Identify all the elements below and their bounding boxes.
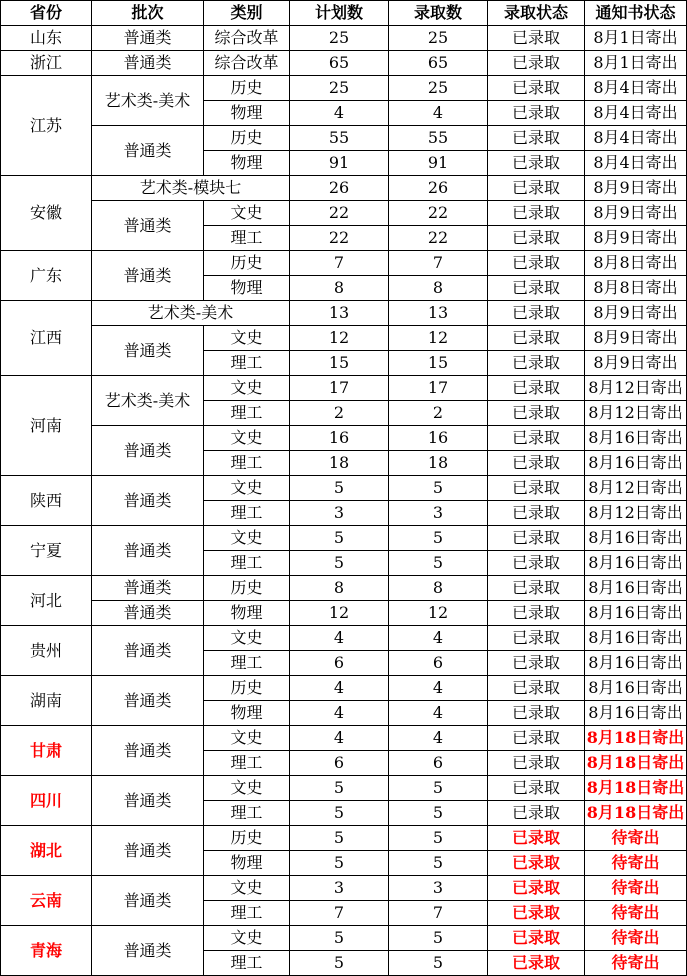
notice-cell: 待寄出 (585, 851, 687, 876)
batch-cell: 普通类 (92, 776, 204, 826)
batch-cell: 普通类 (92, 426, 204, 476)
status-cell: 已录取 (488, 176, 585, 201)
batch-cell: 普通类 (92, 601, 204, 626)
notice-cell: 8月4日寄出 (585, 101, 687, 126)
header-plan-count: 计划数 (290, 1, 389, 26)
plan-cell: 5 (290, 776, 389, 801)
plan-cell: 5 (290, 926, 389, 951)
plan-cell: 4 (290, 701, 389, 726)
table-row (1, 926, 687, 951)
batch-cell: 普通类 (92, 476, 204, 526)
status-cell: 已录取 (488, 501, 585, 526)
admitted-cell: 12 (389, 326, 488, 351)
table-row (1, 676, 687, 701)
province-cell: 河北 (1, 576, 92, 626)
category-cell: 历史 (204, 251, 290, 276)
batch-cell: 普通类 (92, 876, 204, 926)
status-cell: 已录取 (488, 876, 585, 901)
notice-cell: 8月16日寄出 (585, 601, 687, 626)
notice-cell: 待寄出 (585, 926, 687, 951)
category-cell: 综合改革 (204, 26, 290, 51)
notice-cell: 8月12日寄出 (585, 376, 687, 401)
province-cell: 江西 (1, 301, 92, 376)
table-row (1, 76, 687, 101)
admitted-cell: 5 (389, 551, 488, 576)
category-cell: 文史 (204, 726, 290, 751)
admitted-cell: 5 (389, 926, 488, 951)
admitted-cell: 22 (389, 201, 488, 226)
plan-cell: 55 (290, 126, 389, 151)
plan-cell: 5 (290, 551, 389, 576)
table-row (1, 301, 687, 326)
notice-cell: 待寄出 (585, 901, 687, 926)
plan-cell: 5 (290, 951, 389, 976)
category-cell: 理工 (204, 901, 290, 926)
plan-cell: 26 (290, 176, 389, 201)
province-cell: 广东 (1, 251, 92, 301)
batch-cell: 普通类 (92, 201, 204, 251)
province-cell: 安徽 (1, 176, 92, 251)
category-cell: 物理 (204, 851, 290, 876)
admitted-cell: 7 (389, 901, 488, 926)
status-cell: 已录取 (488, 326, 585, 351)
admitted-cell: 5 (389, 851, 488, 876)
status-cell: 已录取 (488, 476, 585, 501)
category-cell: 理工 (204, 501, 290, 526)
plan-cell: 13 (290, 301, 389, 326)
notice-cell: 8月9日寄出 (585, 176, 687, 201)
province-cell: 宁夏 (1, 526, 92, 576)
table-row (1, 476, 687, 501)
table-row (1, 576, 687, 601)
notice-cell: 8月12日寄出 (585, 476, 687, 501)
province-cell: 浙江 (1, 51, 92, 76)
status-cell: 已录取 (488, 951, 585, 976)
category-cell: 历史 (204, 676, 290, 701)
plan-cell: 12 (290, 601, 389, 626)
notice-cell: 8月16日寄出 (585, 676, 687, 701)
status-cell: 已录取 (488, 551, 585, 576)
admitted-cell: 22 (389, 226, 488, 251)
province-cell: 云南 (1, 876, 92, 926)
admitted-cell: 5 (389, 826, 488, 851)
admitted-cell: 5 (389, 526, 488, 551)
plan-cell: 3 (290, 501, 389, 526)
notice-cell: 8月1日寄出 (585, 51, 687, 76)
admitted-cell: 13 (389, 301, 488, 326)
plan-cell: 8 (290, 576, 389, 601)
plan-cell: 25 (290, 76, 389, 101)
notice-cell: 8月18日寄出 (585, 801, 687, 826)
admitted-cell: 4 (389, 726, 488, 751)
notice-cell: 8月18日寄出 (585, 776, 687, 801)
admitted-cell: 6 (389, 751, 488, 776)
plan-cell: 3 (290, 876, 389, 901)
batch-cell: 普通类 (92, 51, 204, 76)
category-cell: 理工 (204, 951, 290, 976)
category-cell: 文史 (204, 876, 290, 901)
category-cell: 理工 (204, 801, 290, 826)
province-cell: 山东 (1, 26, 92, 51)
header-province: 省份 (1, 1, 92, 26)
category-cell: 综合改革 (204, 51, 290, 76)
admitted-cell: 5 (389, 801, 488, 826)
category-cell: 物理 (204, 276, 290, 301)
category-cell: 理工 (204, 401, 290, 426)
batch-cell: 艺术类-美术 (92, 301, 290, 326)
notice-cell: 8月16日寄出 (585, 626, 687, 651)
category-cell: 历史 (204, 126, 290, 151)
status-cell: 已录取 (488, 201, 585, 226)
notice-cell: 8月16日寄出 (585, 551, 687, 576)
header-notice-status: 通知书状态 (585, 1, 687, 26)
category-cell: 理工 (204, 651, 290, 676)
notice-cell: 8月9日寄出 (585, 351, 687, 376)
status-cell: 已录取 (488, 401, 585, 426)
plan-cell: 5 (290, 476, 389, 501)
plan-cell: 4 (290, 726, 389, 751)
notice-cell: 8月16日寄出 (585, 576, 687, 601)
plan-cell: 91 (290, 151, 389, 176)
admitted-cell: 18 (389, 451, 488, 476)
category-cell: 理工 (204, 551, 290, 576)
batch-cell: 艺术类-美术 (92, 376, 204, 426)
admitted-cell: 8 (389, 576, 488, 601)
batch-cell: 艺术类-模块七 (92, 176, 290, 201)
status-cell: 已录取 (488, 376, 585, 401)
plan-cell: 16 (290, 426, 389, 451)
notice-cell: 8月4日寄出 (585, 76, 687, 101)
table-row (1, 326, 687, 351)
category-cell: 文史 (204, 626, 290, 651)
status-cell: 已录取 (488, 576, 585, 601)
admitted-cell: 16 (389, 426, 488, 451)
admitted-cell: 2 (389, 401, 488, 426)
plan-cell: 25 (290, 26, 389, 51)
plan-cell: 8 (290, 276, 389, 301)
table-row (1, 601, 687, 626)
notice-cell: 待寄出 (585, 951, 687, 976)
status-cell: 已录取 (488, 801, 585, 826)
plan-cell: 17 (290, 376, 389, 401)
admitted-cell: 17 (389, 376, 488, 401)
status-cell: 已录取 (488, 101, 585, 126)
admitted-cell: 65 (389, 51, 488, 76)
table-row (1, 376, 687, 401)
notice-cell: 8月4日寄出 (585, 151, 687, 176)
plan-cell: 2 (290, 401, 389, 426)
batch-cell: 普通类 (92, 626, 204, 676)
status-cell: 已录取 (488, 676, 585, 701)
province-cell: 湖南 (1, 676, 92, 726)
status-cell: 已录取 (488, 776, 585, 801)
table-row (1, 526, 687, 551)
category-cell: 理工 (204, 351, 290, 376)
admitted-cell: 4 (389, 701, 488, 726)
table-row (1, 126, 687, 151)
admitted-cell: 3 (389, 876, 488, 901)
plan-cell: 22 (290, 226, 389, 251)
category-cell: 文史 (204, 476, 290, 501)
header-row (1, 1, 687, 26)
plan-cell: 4 (290, 676, 389, 701)
admitted-cell: 3 (389, 501, 488, 526)
category-cell: 文史 (204, 776, 290, 801)
category-cell: 文史 (204, 426, 290, 451)
status-cell: 已录取 (488, 26, 585, 51)
admitted-cell: 4 (389, 676, 488, 701)
category-cell: 理工 (204, 226, 290, 251)
status-cell: 已录取 (488, 701, 585, 726)
plan-cell: 5 (290, 526, 389, 551)
notice-cell: 8月8日寄出 (585, 276, 687, 301)
admitted-cell: 8 (389, 276, 488, 301)
notice-cell: 8月9日寄出 (585, 226, 687, 251)
notice-cell: 8月9日寄出 (585, 326, 687, 351)
notice-cell: 8月16日寄出 (585, 701, 687, 726)
notice-cell: 8月18日寄出 (585, 751, 687, 776)
status-cell: 已录取 (488, 426, 585, 451)
status-cell: 已录取 (488, 251, 585, 276)
notice-cell: 8月12日寄出 (585, 401, 687, 426)
plan-cell: 6 (290, 751, 389, 776)
admitted-cell: 7 (389, 251, 488, 276)
table-row (1, 201, 687, 226)
notice-cell: 8月16日寄出 (585, 426, 687, 451)
admitted-cell: 5 (389, 951, 488, 976)
status-cell: 已录取 (488, 851, 585, 876)
notice-cell: 待寄出 (585, 826, 687, 851)
admitted-cell: 6 (389, 651, 488, 676)
category-cell: 理工 (204, 751, 290, 776)
province-cell: 江苏 (1, 76, 92, 176)
plan-cell: 5 (290, 851, 389, 876)
notice-cell: 8月1日寄出 (585, 26, 687, 51)
admitted-cell: 25 (389, 76, 488, 101)
batch-cell: 普通类 (92, 576, 204, 601)
status-cell: 已录取 (488, 651, 585, 676)
status-cell: 已录取 (488, 726, 585, 751)
category-cell: 物理 (204, 101, 290, 126)
batch-cell: 普通类 (92, 26, 204, 51)
plan-cell: 18 (290, 451, 389, 476)
header-batch: 批次 (92, 1, 204, 26)
plan-cell: 6 (290, 651, 389, 676)
admitted-cell: 5 (389, 476, 488, 501)
plan-cell: 4 (290, 101, 389, 126)
plan-cell: 15 (290, 351, 389, 376)
notice-cell: 8月16日寄出 (585, 526, 687, 551)
status-cell: 已录取 (488, 51, 585, 76)
admitted-cell: 91 (389, 151, 488, 176)
header-category: 类别 (204, 1, 290, 26)
table-row (1, 876, 687, 901)
status-cell: 已录取 (488, 626, 585, 651)
status-cell: 已录取 (488, 751, 585, 776)
notice-cell: 8月9日寄出 (585, 201, 687, 226)
table-row (1, 726, 687, 751)
admitted-cell: 55 (389, 126, 488, 151)
province-cell: 贵州 (1, 626, 92, 676)
province-cell: 青海 (1, 926, 92, 976)
batch-cell: 普通类 (92, 251, 204, 301)
table-row (1, 826, 687, 851)
status-cell: 已录取 (488, 601, 585, 626)
batch-cell: 普通类 (92, 526, 204, 576)
category-cell: 文史 (204, 326, 290, 351)
admitted-cell: 12 (389, 601, 488, 626)
admitted-cell: 4 (389, 101, 488, 126)
batch-cell: 普通类 (92, 326, 204, 376)
admitted-cell: 15 (389, 351, 488, 376)
category-cell: 文史 (204, 201, 290, 226)
province-cell: 四川 (1, 776, 92, 826)
status-cell: 已录取 (488, 301, 585, 326)
status-cell: 已录取 (488, 451, 585, 476)
notice-cell: 8月9日寄出 (585, 301, 687, 326)
admitted-cell: 26 (389, 176, 488, 201)
status-cell: 已录取 (488, 126, 585, 151)
province-cell: 湖北 (1, 826, 92, 876)
province-cell: 甘肃 (1, 726, 92, 776)
header-admitted-count: 录取数 (389, 1, 488, 26)
batch-cell: 艺术类-美术 (92, 76, 204, 126)
category-cell: 历史 (204, 576, 290, 601)
table-row (1, 776, 687, 801)
table-row (1, 26, 687, 51)
plan-cell: 7 (290, 251, 389, 276)
batch-cell: 普通类 (92, 826, 204, 876)
batch-cell: 普通类 (92, 676, 204, 726)
notice-cell: 8月16日寄出 (585, 651, 687, 676)
category-cell: 理工 (204, 451, 290, 476)
category-cell: 物理 (204, 601, 290, 626)
status-cell: 已录取 (488, 76, 585, 101)
admitted-cell: 25 (389, 26, 488, 51)
category-cell: 文史 (204, 376, 290, 401)
batch-cell: 普通类 (92, 926, 204, 976)
notice-cell: 8月16日寄出 (585, 451, 687, 476)
status-cell: 已录取 (488, 901, 585, 926)
table-row (1, 426, 687, 451)
province-cell: 河南 (1, 376, 92, 476)
status-cell: 已录取 (488, 351, 585, 376)
status-cell: 已录取 (488, 526, 585, 551)
plan-cell: 12 (290, 326, 389, 351)
status-cell: 已录取 (488, 826, 585, 851)
table-row (1, 51, 687, 76)
notice-cell: 待寄出 (585, 876, 687, 901)
admitted-cell: 5 (389, 776, 488, 801)
plan-cell: 22 (290, 201, 389, 226)
plan-cell: 5 (290, 801, 389, 826)
category-cell: 物理 (204, 701, 290, 726)
header-admission-status: 录取状态 (488, 1, 585, 26)
notice-cell: 8月4日寄出 (585, 126, 687, 151)
category-cell: 文史 (204, 526, 290, 551)
status-cell: 已录取 (488, 226, 585, 251)
status-cell: 已录取 (488, 276, 585, 301)
category-cell: 历史 (204, 826, 290, 851)
category-cell: 历史 (204, 76, 290, 101)
batch-cell: 普通类 (92, 726, 204, 776)
plan-cell: 7 (290, 901, 389, 926)
notice-cell: 8月8日寄出 (585, 251, 687, 276)
status-cell: 已录取 (488, 151, 585, 176)
admitted-cell: 4 (389, 626, 488, 651)
table-row (1, 626, 687, 651)
status-cell: 已录取 (488, 926, 585, 951)
table-row (1, 251, 687, 276)
plan-cell: 5 (290, 826, 389, 851)
category-cell: 物理 (204, 151, 290, 176)
notice-cell: 8月18日寄出 (585, 726, 687, 751)
province-cell: 陕西 (1, 476, 92, 526)
plan-cell: 4 (290, 626, 389, 651)
notice-cell: 8月12日寄出 (585, 501, 687, 526)
table-row (1, 176, 687, 201)
category-cell: 文史 (204, 926, 290, 951)
batch-cell: 普通类 (92, 126, 204, 176)
plan-cell: 65 (290, 51, 389, 76)
